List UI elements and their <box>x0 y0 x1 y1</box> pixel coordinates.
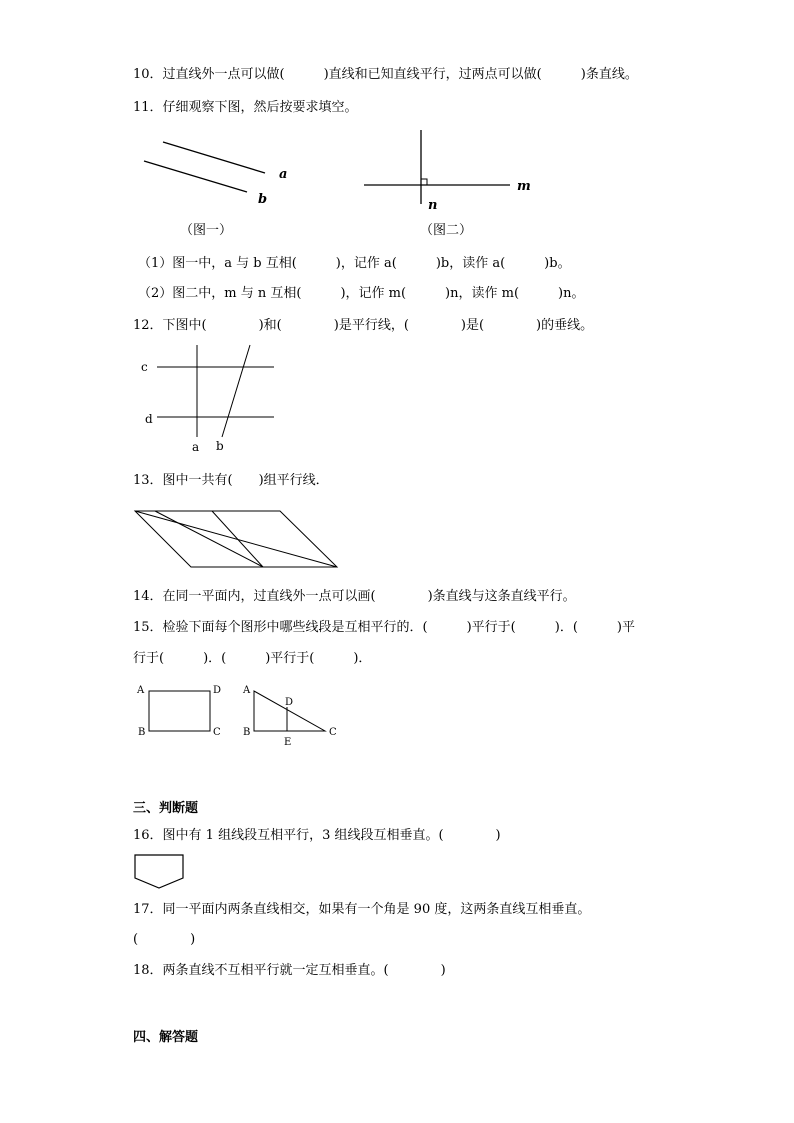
question-14: 14．在同一平面内，过直线外一点可以画( )条直线与这条直线平行。 <box>133 589 576 604</box>
section-three-heading: 三、判断题 <box>133 801 199 816</box>
line-b <box>222 345 250 437</box>
line-b <box>144 161 247 192</box>
label-m: m <box>517 179 531 194</box>
label-c: c <box>141 360 148 374</box>
label-a: a <box>192 440 200 454</box>
label-C2: C <box>329 727 337 738</box>
question-17-blank: ( ) <box>133 932 196 947</box>
figure-two <box>360 125 540 245</box>
label-A2: A <box>243 685 251 696</box>
figure-sixteen <box>133 852 188 892</box>
question-11: 11．仔细观察下图，然后按要求填空。 <box>133 100 358 115</box>
label-a: a <box>279 167 288 182</box>
line-a <box>163 142 265 173</box>
caption-figure-one: （图一） <box>180 223 233 238</box>
section-four-heading: 四、解答题 <box>133 1030 199 1045</box>
question-11-part-1: （1）图一中，a 与 b 互相( )，记作 a( )b，读作 a( )b。 <box>138 256 571 271</box>
label-D: D <box>213 685 222 696</box>
question-15-line-2: 行于( )．( )平行于( )． <box>133 651 372 666</box>
caption-figure-two: （图二） <box>420 223 473 238</box>
question-13: 13．图中一共有( )组平行线． <box>133 473 329 488</box>
label-A: A <box>137 685 145 696</box>
label-b: b <box>258 192 268 207</box>
label-b: b <box>216 439 224 453</box>
figure-twelve <box>135 340 285 460</box>
diagonal-1 <box>135 511 337 567</box>
label-B2: B <box>243 727 251 738</box>
figure-thirteen <box>130 505 345 575</box>
question-16: 16．图中有 1 组线段互相平行，3 组线段互相垂直。( ) <box>133 828 501 843</box>
figure-fifteen <box>130 678 350 748</box>
question-15-line-1: 15．检验下面每个图形中哪些线段是互相平行的．( )平行于( )．( )平 <box>133 620 635 635</box>
question-11-part-2: （2）图二中，m 与 n 互相( )，记作 m( )n，读作 m( )n。 <box>138 286 585 301</box>
label-B: B <box>138 727 146 738</box>
question-18: 18．两条直线不互相平行就一定互相垂直。( ) <box>133 963 446 978</box>
diagonal-3 <box>212 511 263 567</box>
question-17: 17．同一平面内两条直线相交，如果有一个角是 90 度，这两条直线互相垂直。 <box>133 902 591 917</box>
label-n: n <box>428 198 438 213</box>
label-C: C <box>213 727 221 738</box>
house-shape <box>135 855 183 888</box>
question-12: 12．下图中( )和( )是平行线，( )是( )的垂线。 <box>133 318 594 333</box>
label-D2: D <box>285 697 294 708</box>
question-10: 10．过直线外一点可以做( )直线和已知直线平行，过两点可以做( )条直线。 <box>133 67 638 82</box>
rectangle-abcd <box>149 691 210 731</box>
label-d: d <box>145 412 153 426</box>
diagonal-2 <box>155 511 263 567</box>
figure-one <box>130 130 310 245</box>
right-angle-mark <box>421 179 427 185</box>
label-E2: E <box>284 737 292 748</box>
